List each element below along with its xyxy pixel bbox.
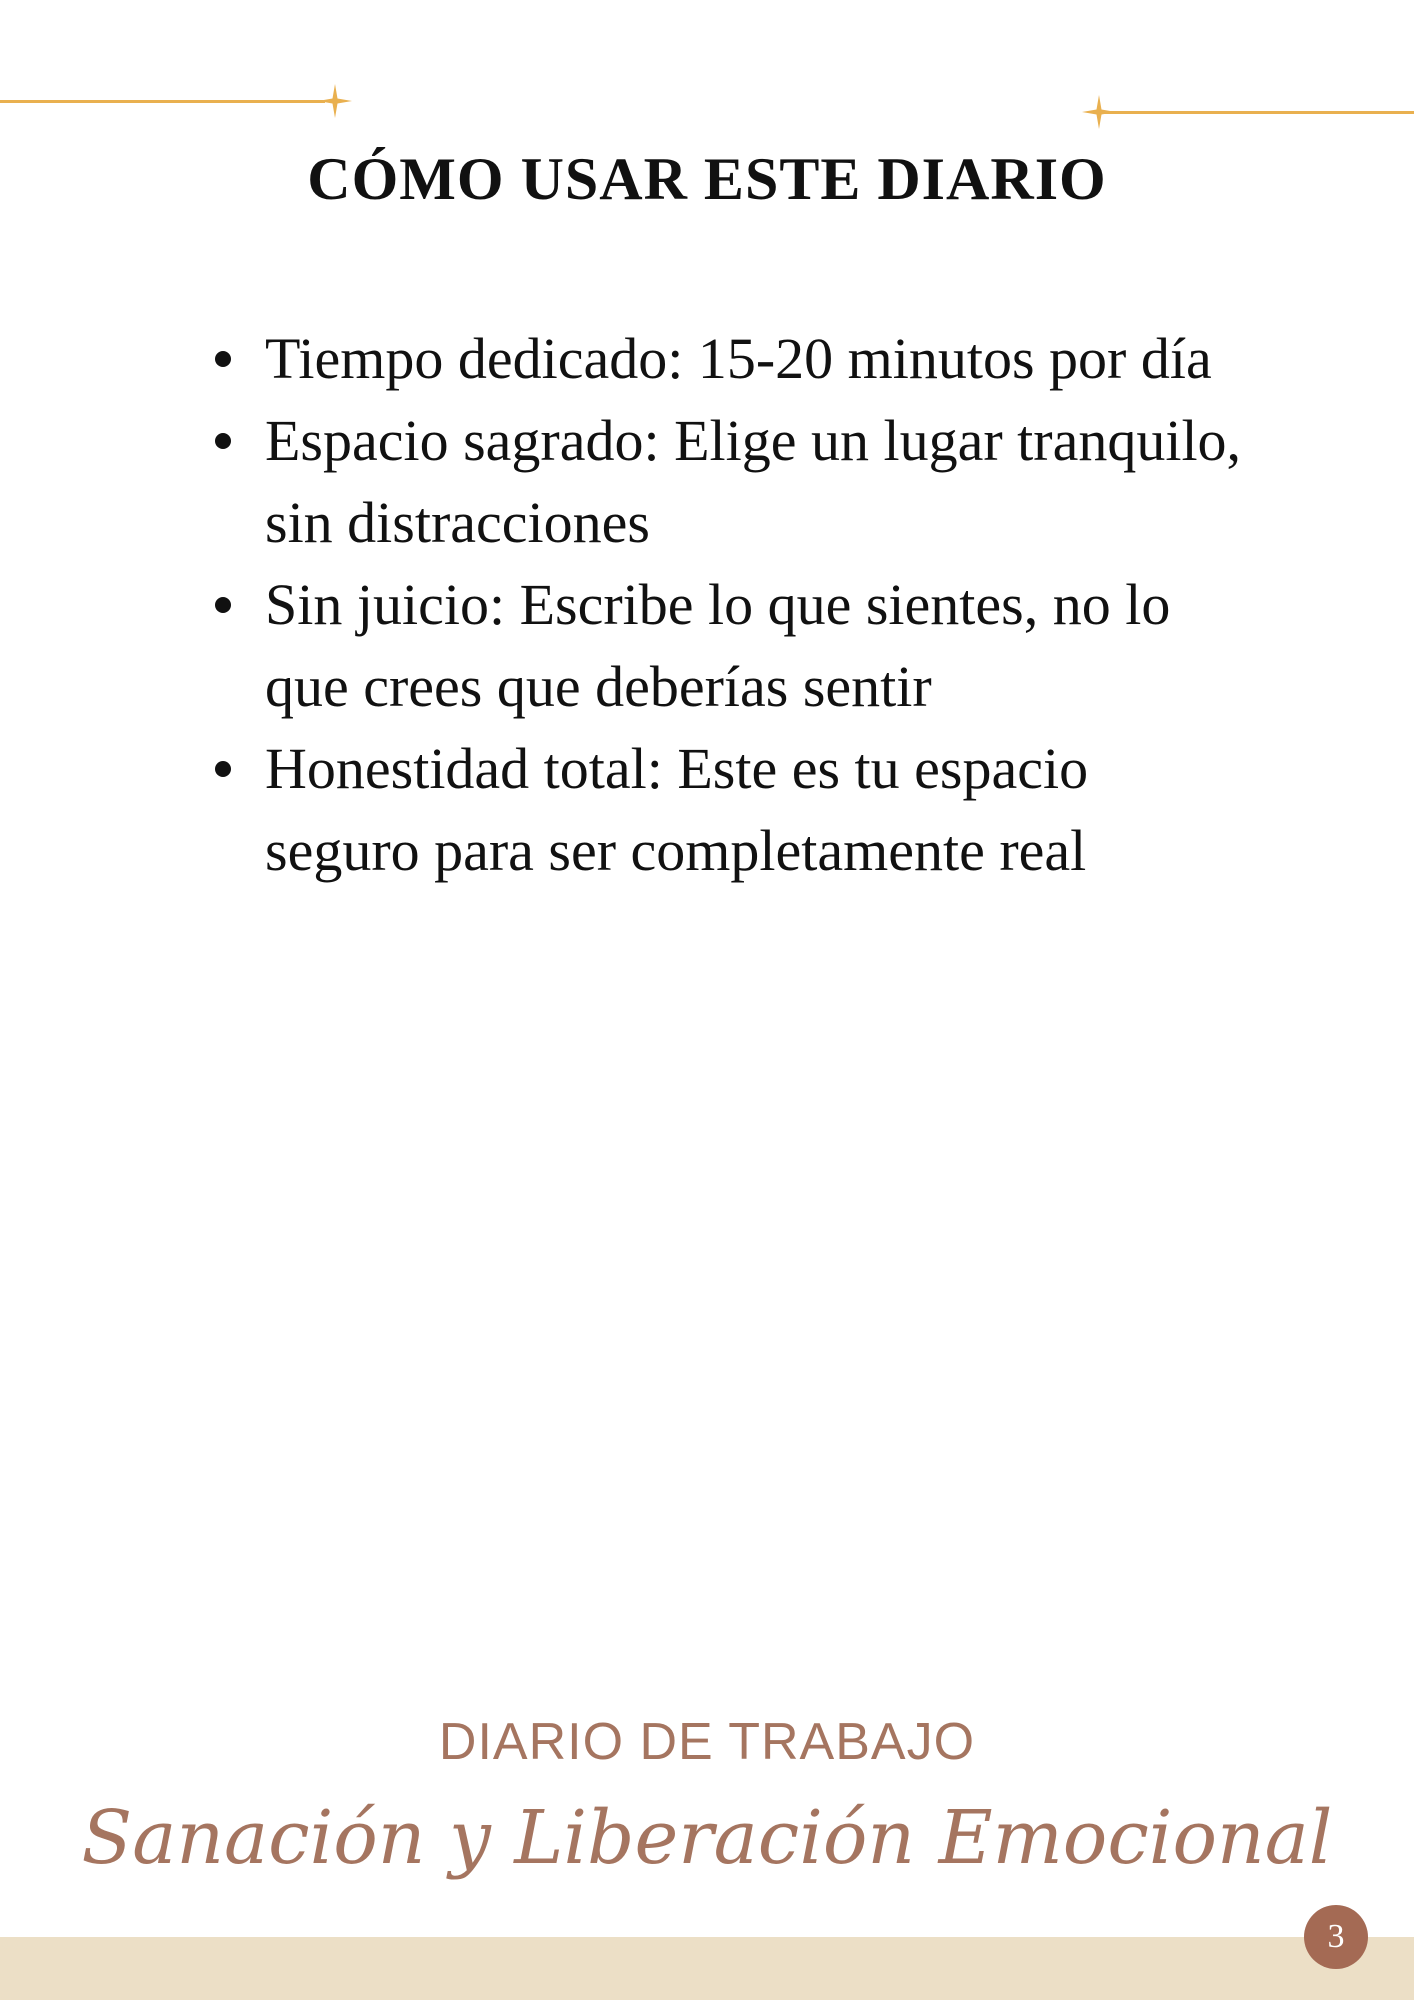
sparkle-icon — [318, 84, 352, 118]
list-item-text: Tiempo dedicado: 15-20 minutos por día — [265, 326, 1212, 391]
list-item-text: Espacio sagrado: Elige un lugar tranquilo, sin distracciones — [265, 408, 1242, 555]
sparkle-icon — [1082, 95, 1116, 129]
decorative-line-right — [1098, 111, 1414, 114]
footer-title: Sanación y Liberación Emocional — [81, 1795, 1333, 1881]
instructions-list — [215, 318, 1255, 892]
bullet-icon — [215, 597, 231, 613]
footer-band — [0, 1937, 1414, 2000]
footer-subtitle: DIARIO DE TRABAJO — [438, 1713, 976, 1771]
page-title: CÓMO USAR ESTE DIARIO — [307, 146, 1107, 212]
page-number-badge: 3 — [1304, 1905, 1368, 1969]
list-item — [215, 400, 1255, 564]
decorative-line-left — [0, 100, 325, 103]
list-item — [215, 564, 1255, 728]
list-item — [215, 728, 1255, 892]
bullet-icon — [215, 433, 231, 449]
bullet-icon — [215, 761, 231, 777]
bullet-icon — [215, 351, 231, 367]
list-item — [215, 318, 1255, 400]
list-item-text: Sin juicio: Escribe lo que sientes, no lo que crees que deberías sentir — [265, 572, 1171, 719]
list-item-text: Honestidad total: Este es tu espacio seguro para ser completamente real — [265, 736, 1089, 883]
